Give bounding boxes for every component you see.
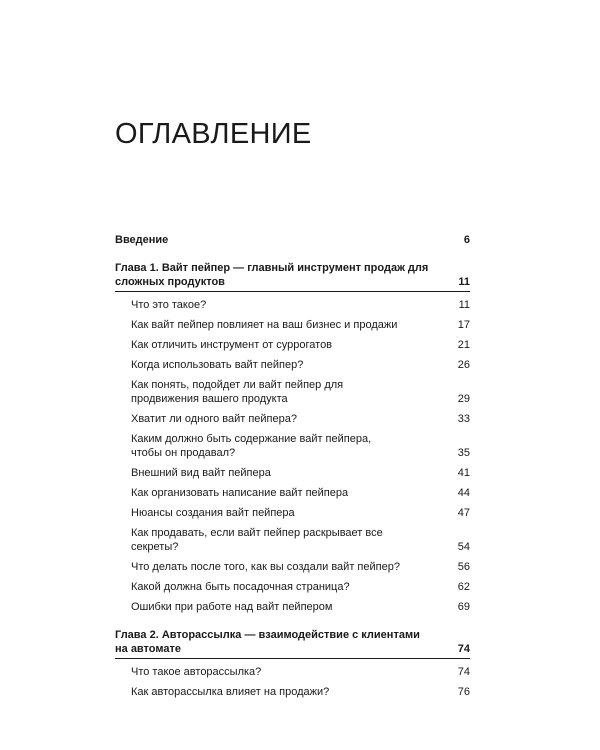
toc-section-page: 41 bbox=[457, 467, 470, 479]
toc-section-title: Как понять, подойдет ли вайт пейпер для продвижения вашего продукта bbox=[131, 379, 344, 405]
toc-section[interactable] bbox=[115, 560, 470, 574]
toc-section-page: 54 bbox=[457, 541, 470, 553]
toc-chapter-page: 11 bbox=[458, 276, 470, 288]
toc-section[interactable] bbox=[115, 358, 470, 372]
toc-section[interactable] bbox=[115, 526, 470, 554]
toc-section-title: Что это такое? bbox=[131, 299, 207, 311]
toc-section[interactable] bbox=[115, 298, 470, 312]
toc-section-title: Как организовать написание вайт пейпера bbox=[131, 487, 349, 499]
toc-section-page: 74 bbox=[457, 666, 470, 678]
toc-section[interactable] bbox=[115, 412, 470, 426]
toc-section-title: Какой должна быть посадочная страница? bbox=[131, 581, 350, 593]
toc-section[interactable] bbox=[115, 685, 470, 699]
toc-section-title: Как отличить инструмент от суррогатов bbox=[131, 339, 333, 351]
toc-section-title: Каким должно быть содержание вайт пейпера, чтобы он продавал? bbox=[131, 433, 372, 459]
toc-section-page: 11 bbox=[458, 299, 470, 311]
toc-section-title: Хватит ли одного вайт пейпера? bbox=[131, 413, 297, 425]
toc-section-title: Что делать после того, как вы создали вайт пейпер? bbox=[131, 561, 400, 573]
toc-chapter-title: Глава 1. Вайт пейпер — главный инструмент продаж для сложных продуктов bbox=[115, 262, 429, 288]
toc-section-page: 47 bbox=[457, 507, 470, 519]
toc-section-page: 33 bbox=[457, 413, 470, 425]
toc-section-title: Как вайт пейпер повлияет на ваш бизнес и продажи bbox=[131, 319, 398, 331]
toc-section-title: Что такое авторассылка? bbox=[131, 666, 262, 678]
toc-chapter-title: Глава 2. Авторассылка — взаимодействие с клиентами на автомате bbox=[115, 629, 420, 655]
toc-section-page: 44 bbox=[457, 487, 470, 499]
toc-section-title: Внешний вид вайт пейпера bbox=[131, 467, 271, 479]
toc-section[interactable] bbox=[115, 665, 470, 679]
toc-section-title: Как продавать, если вайт пейпер раскрывает все секреты? bbox=[131, 527, 383, 553]
toc-section-title: Когда использовать вайт пейпер? bbox=[131, 359, 304, 371]
toc-section[interactable] bbox=[115, 506, 470, 520]
toc-section[interactable] bbox=[115, 338, 470, 352]
toc-section-title: Как авторассылка влияет на продажи? bbox=[131, 686, 330, 698]
toc-section-page: 21 bbox=[457, 339, 470, 351]
toc-entry-page: 6 bbox=[463, 234, 470, 246]
toc-section-page: 69 bbox=[457, 601, 470, 613]
toc-section[interactable] bbox=[115, 378, 470, 406]
toc-section-page: 76 bbox=[457, 686, 470, 698]
toc-section[interactable] bbox=[115, 466, 470, 480]
toc-intro[interactable] bbox=[115, 233, 470, 247]
toc-section-title: Ошибки при работе над вайт пейпером bbox=[131, 601, 333, 613]
toc-section-page: 56 bbox=[457, 561, 470, 573]
toc-entry-title: Введение bbox=[115, 234, 169, 246]
toc-section[interactable] bbox=[115, 600, 470, 614]
toc-section[interactable] bbox=[115, 318, 470, 332]
toc-chapter-2[interactable] bbox=[115, 628, 470, 659]
toc-section-page: 29 bbox=[457, 393, 470, 405]
toc-section-page: 35 bbox=[457, 447, 470, 459]
toc-section-page: 26 bbox=[457, 359, 470, 371]
toc-section-page: 17 bbox=[457, 319, 470, 331]
toc-chapter-page: 74 bbox=[457, 643, 470, 655]
toc-chapter-1[interactable] bbox=[115, 261, 470, 292]
table-of-contents bbox=[115, 233, 470, 699]
toc-section[interactable] bbox=[115, 486, 470, 500]
page-title: ОГЛАВЛЕНИЕ bbox=[115, 118, 312, 150]
toc-section-page: 62 bbox=[457, 581, 470, 593]
toc-section[interactable] bbox=[115, 432, 470, 460]
toc-section-title: Нюансы создания вайт пейпера bbox=[131, 507, 295, 519]
toc-section[interactable] bbox=[115, 580, 470, 594]
